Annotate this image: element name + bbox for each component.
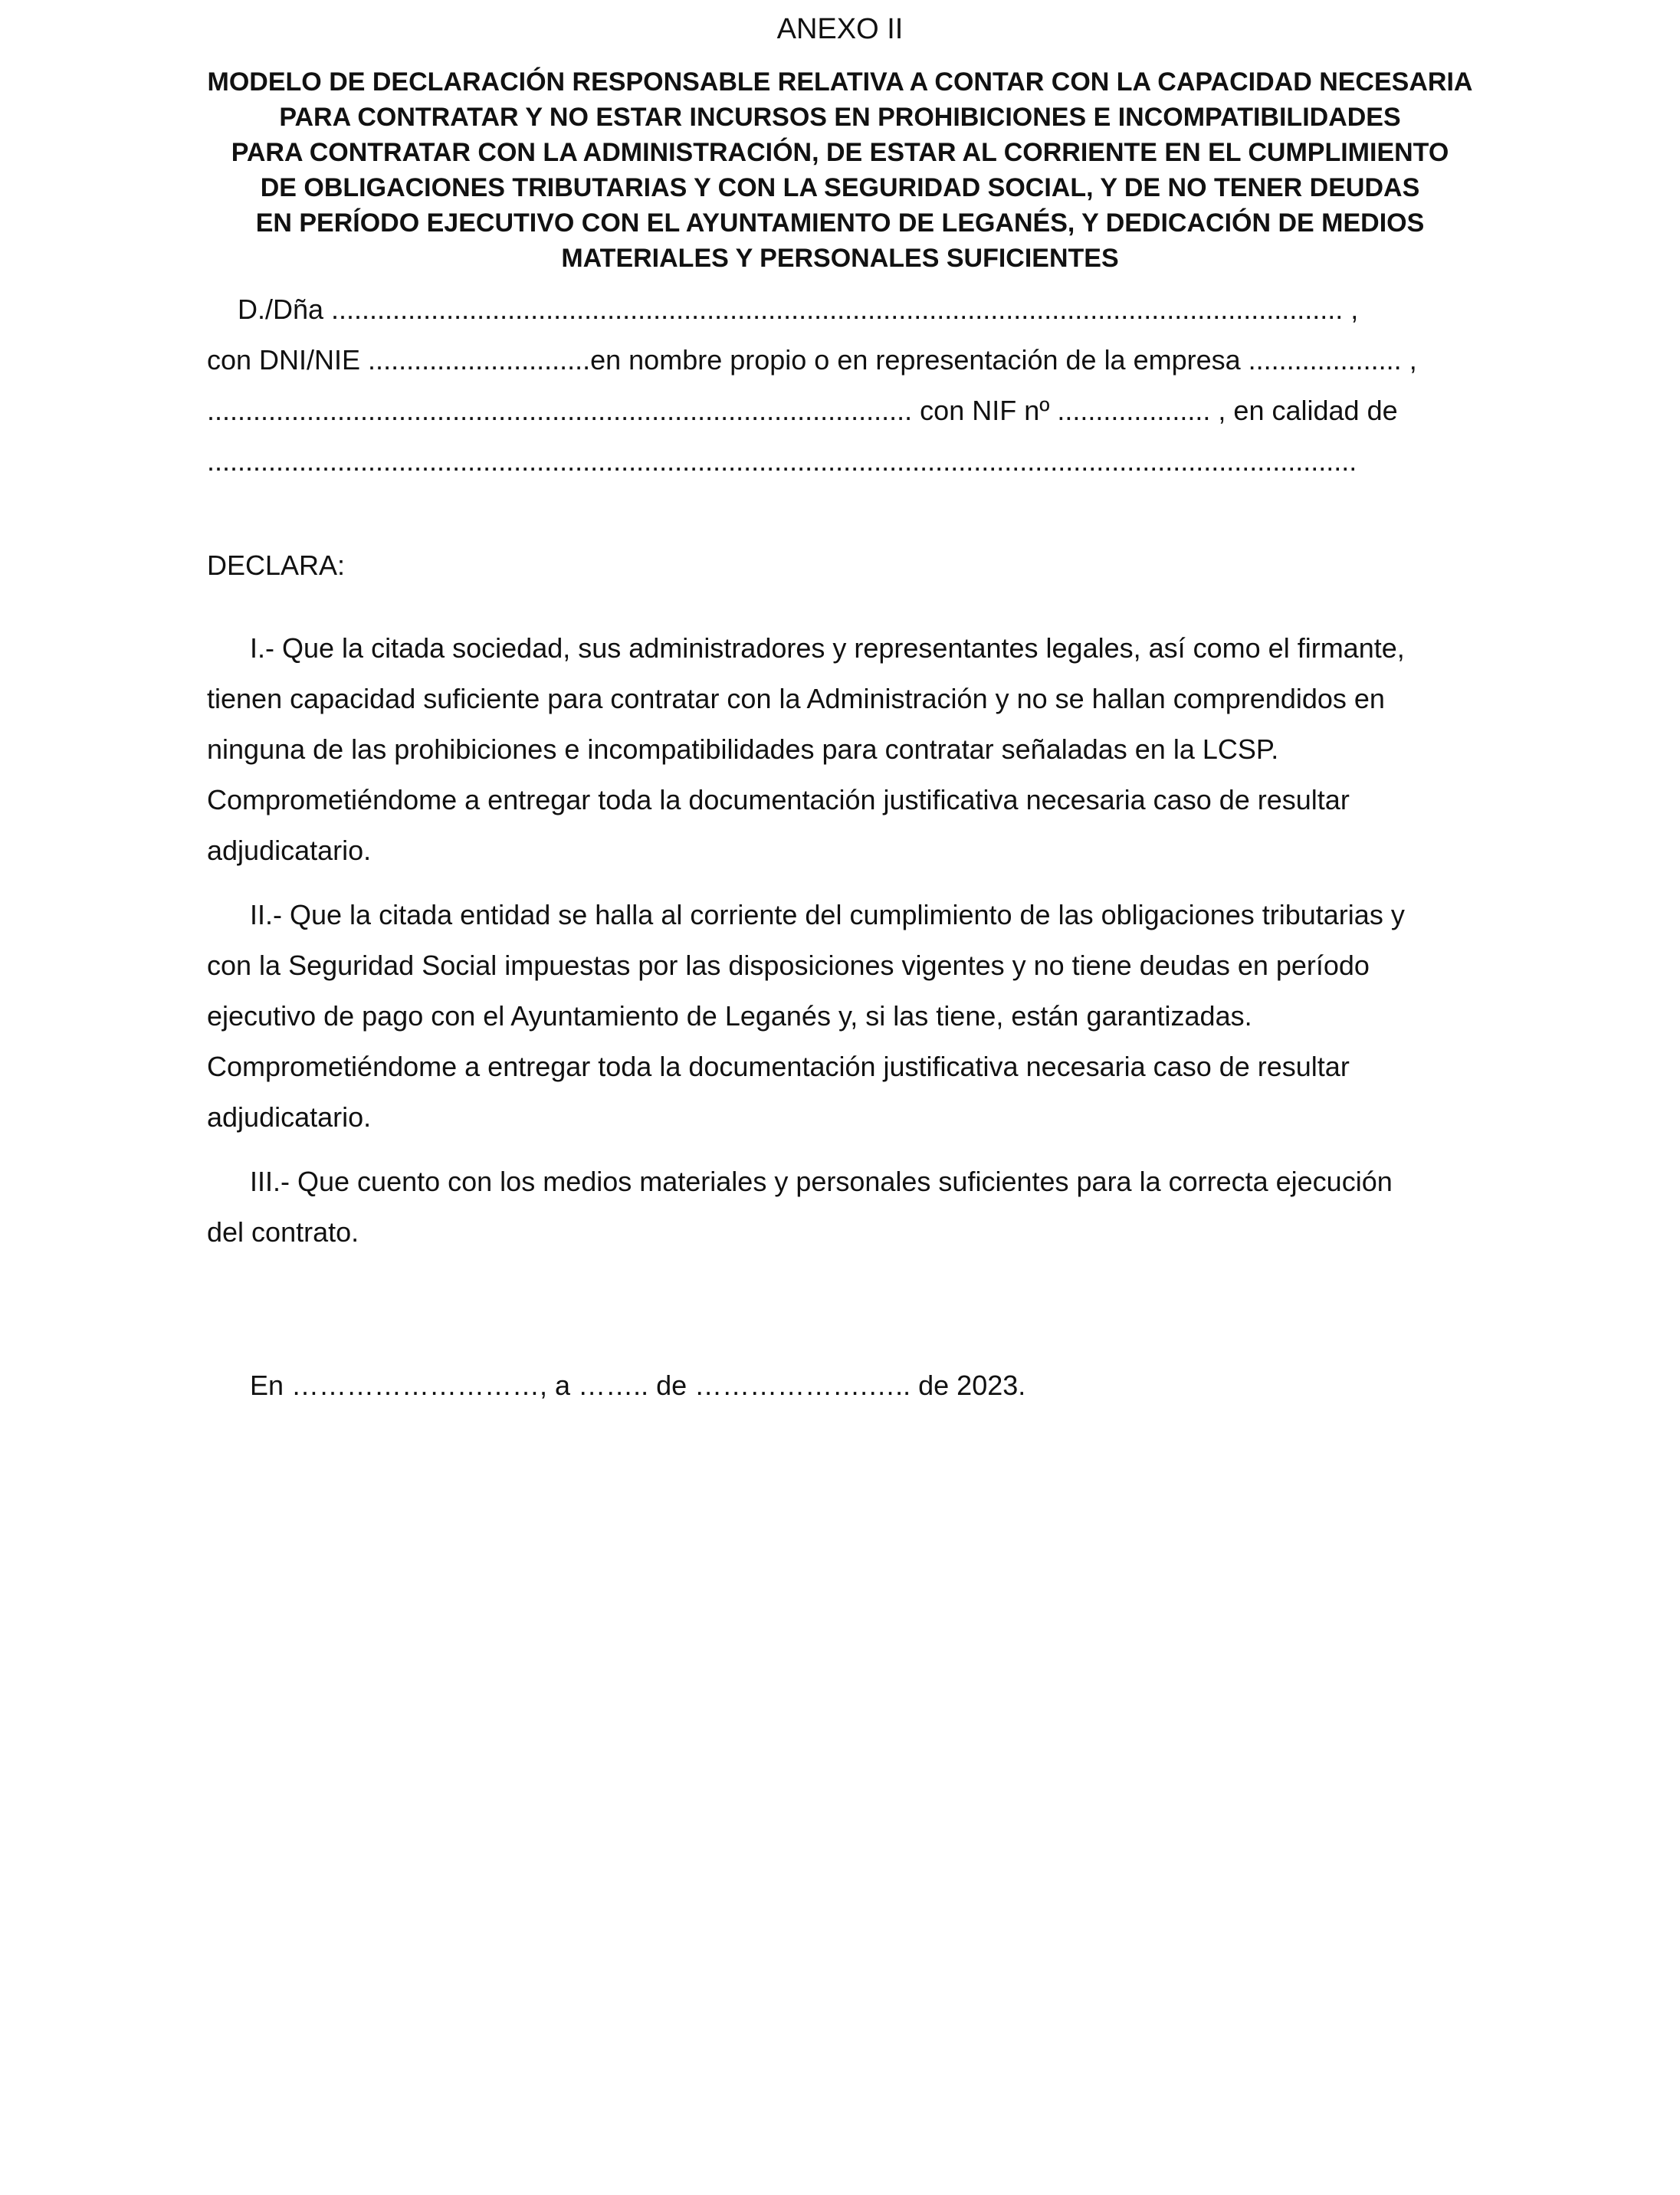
clause-1 — [207, 628, 1479, 881]
clause-line: ninguna de las prohibiciones e incompatibilidades para contratar señaladas en la LCSP. — [207, 733, 1279, 765]
clause-line: III.- Que cuento con los medios materiales y personales suficientes para la correcta ejecución — [250, 1166, 1393, 1197]
clause-3 — [207, 1162, 1479, 1263]
clause-line: con la Seguridad Social impuestas por las disposiciones vigentes y no tiene deudas en período — [207, 950, 1370, 981]
clause-line: tienen capacidad suficiente para contratar con la Administración y no se hallan comprendidos en — [207, 683, 1385, 714]
place-date-line: En ………………………, a …….. de ……………….….. de 2023. — [250, 1370, 1026, 1401]
nif-field-line: ............................................................................................ con NIF nº .................... , en calidad de — [207, 395, 1398, 426]
clause-gap — [207, 881, 1479, 895]
declaration-clauses — [207, 628, 1479, 1263]
annex-label: ANEXO II — [776, 13, 904, 45]
clause-line: Comprometiéndome a entregar toda la documentación justificativa necesaria caso de resultar — [207, 1051, 1350, 1082]
title-line: MATERIALES Y PERSONALES SUFICIENTES — [561, 244, 1119, 273]
clause-line: II.- Que la citada entidad se halla al corriente del cumplimiento de las obligaciones tributarias y — [250, 899, 1405, 930]
clause-line: Comprometiéndome a entregar toda la documentación justificativa necesaria caso de resultar — [207, 784, 1350, 815]
capacity-field-line: ...................................................................................................................................................... — [207, 445, 1357, 477]
title-line: DE OBLIGACIONES TRIBUTARIAS Y CON LA SEGURIDAD SOCIAL, Y DE NO TENER DEUDAS — [260, 173, 1420, 202]
declarant-fields — [207, 290, 1479, 492]
dni-company-field-line: con DNI/NIE .............................en nombre propio o en representación de la empresa .................... , — [207, 344, 1417, 376]
clause-line: adjudicatario. — [207, 1101, 372, 1133]
name-field-line: D./Dña .................................................................................................................................... , — [238, 294, 1359, 325]
title-line: PARA CONTRATAR Y NO ESTAR INCURSOS EN PROHIBICIONES E INCOMPATIBILIDADES — [279, 103, 1401, 132]
title-line: PARA CONTRATAR CON LA ADMINISTRACIÓN, DE ESTAR AL CORRIENTE EN EL CUMPLIMIENTO — [231, 138, 1449, 167]
document-title — [115, 64, 1565, 276]
clause-line: del contrato. — [207, 1216, 359, 1248]
title-line: EN PERÍODO EJECUTIVO CON EL AYUNTAMIENTO DE LEGANÉS, Y DEDICACIÓN DE MEDIOS — [255, 208, 1425, 238]
declara-heading: DECLARA: — [207, 550, 346, 581]
clause-line: ejecutivo de pago con el Ayuntamiento de Leganés y, si las tiene, están garantizadas. — [207, 1000, 1252, 1032]
clause-2 — [207, 895, 1479, 1148]
clause-line: adjudicatario. — [207, 835, 372, 866]
clause-line: I.- Que la citada sociedad, sus administradores y representantes legales, así como el firmante, — [250, 632, 1405, 664]
clause-gap — [207, 1148, 1479, 1162]
title-line: MODELO DE DECLARACIÓN RESPONSABLE RELATIVA A CONTAR CON LA CAPACIDAD NECESARIA — [207, 67, 1473, 97]
